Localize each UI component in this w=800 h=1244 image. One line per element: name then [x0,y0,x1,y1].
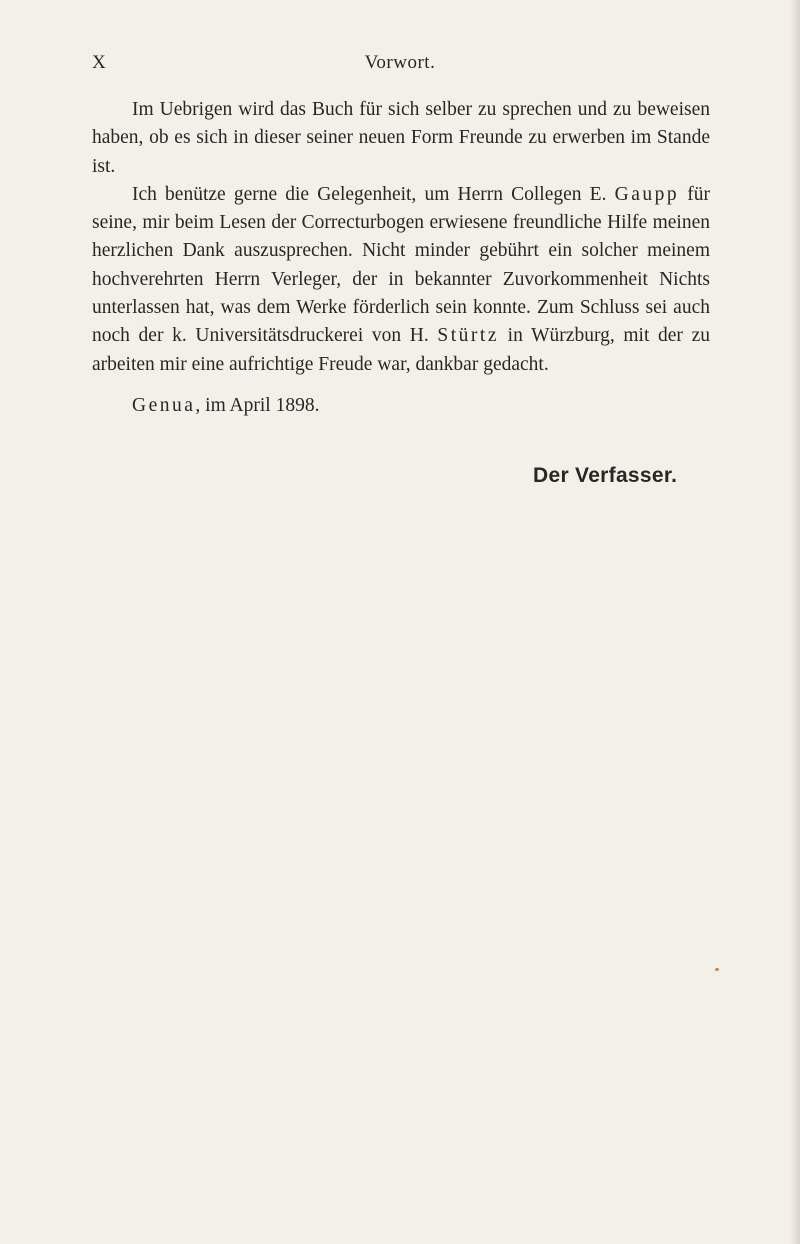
dateline-date: , im April 1898. [195,395,320,416]
paragraph-2-part-3: in Würzburg, mit der zu arbeiten mir eine aufrichtige Freude war, dankbar gedacht. [92,325,710,375]
page-number: X [92,52,107,73]
page-edge-shadow [790,0,800,1244]
signature: Der Verfasser. [533,464,678,487]
name-stuertz: Stürtz [437,325,500,347]
dateline [132,395,319,417]
running-title: Vorwort. [364,52,436,73]
preface-body [92,96,710,379]
paragraph-1: Im Uebrigen wird das Buch für sich selber zu sprechen und zu beweisen haben, ob es sich in dieser seiner neuen Form Freunde zu erwerben im Stande ist. [92,99,710,177]
dateline-place: Genua [132,395,196,416]
page-header [0,52,800,82]
paragraph-2-part-1: Ich benütze gerne die Gelegenheit, um Herrn Collegen E. [132,183,615,205]
paragraph-2 [92,181,710,379]
paragraph-2-part-2: für seine, mir beim Lesen der Correcturbogen erwiesene freundliche Hilfe meinen herzlichen Dank auszusprechen. Nicht minder gebührt ein solcher meinem hochverehrten Herrn Verleger, der in bekannter Zuvorkommenheit Nichts unterlassen hat, was dem Werke förderlich sein konnte. Zum Schluss sei auch noch der k. Universitätsdruckerei von H. [92,183,710,347]
paper-speck [715,968,719,971]
name-gaupp: Gaupp [614,183,680,205]
